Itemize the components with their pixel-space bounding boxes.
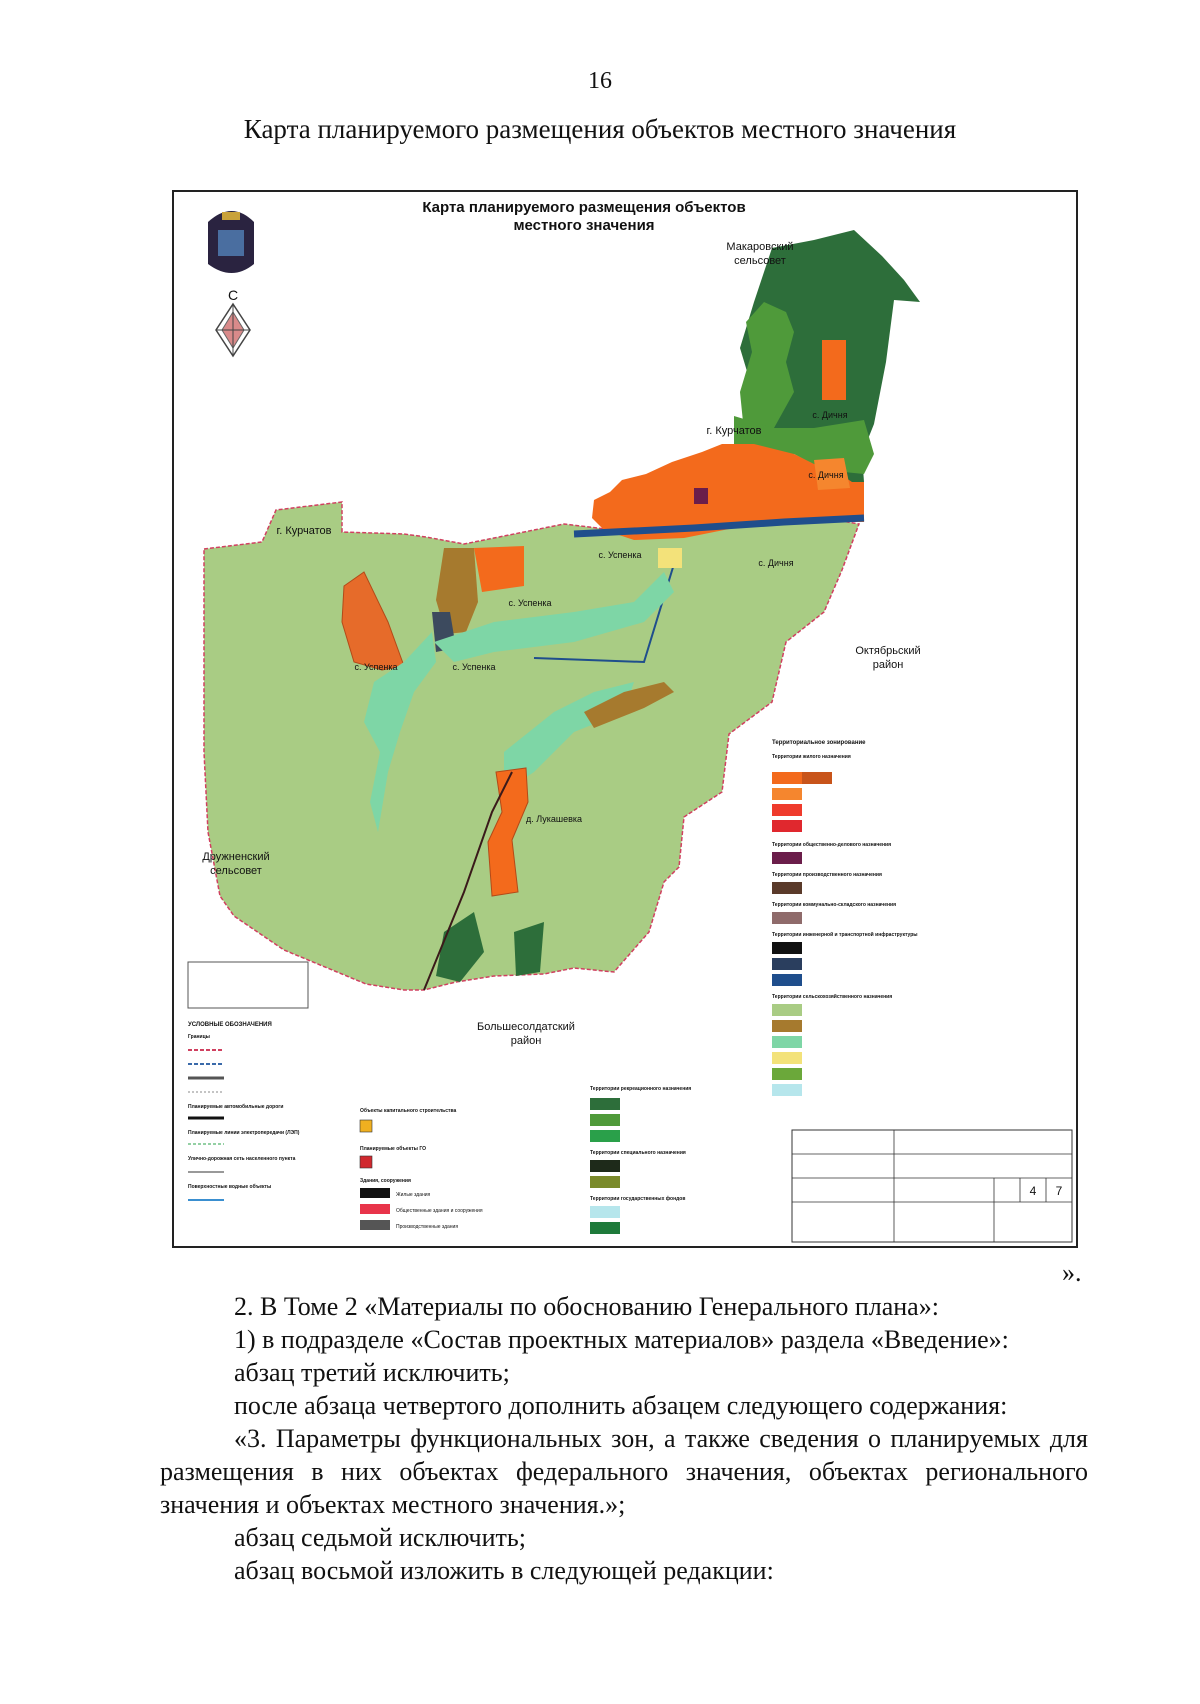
- label-uspenka-3: с. Успенка: [354, 662, 398, 672]
- label-uspenka-1: с. Успенка: [598, 550, 642, 560]
- legend-street-heading: Улично-дорожная сеть населенного пункта: [188, 1156, 296, 1162]
- label-dichnya-1: с. Дичня: [812, 410, 848, 420]
- label-bolshesoldatsky-1: Большесолдатский: [477, 1021, 575, 1033]
- label-druzhnensky-1: Дружненский: [202, 851, 270, 863]
- legend-industrial-buildings: Производственные здания: [396, 1224, 459, 1230]
- legend-engineering-heading: Территории инженерной и транспортной инфраструктуры: [772, 932, 918, 938]
- legend-special: [590, 1086, 691, 1234]
- body-paragraph: абзац третий исключить;: [234, 1358, 510, 1387]
- map-figure: [172, 190, 1078, 1248]
- legend-communal-heading: Территории коммунально-складского назначения: [772, 902, 896, 908]
- body-paragraph: 1) в подразделе «Состав проектных материалов» раздела «Введение»:: [234, 1325, 1009, 1354]
- legend-industrial-heading: Территории производственного назначения: [772, 872, 882, 878]
- label-druzhnensky-2: сельсовет: [210, 865, 262, 877]
- public-zone-marker: [694, 488, 708, 504]
- label-dichnya-3: с. Дичня: [758, 558, 794, 568]
- label-bolshesoldatsky-2: район: [510, 1035, 542, 1047]
- label-kurchatov-top: г. Курчатов: [706, 425, 762, 437]
- body-paragraph: «3. Параметры функциональных зон, а также сведения о планируемых для размещения в них объектах федерального значения, объектах регионального значения и объектах местного значения.»;: [160, 1424, 1088, 1519]
- map-title-line2: местного значения: [513, 217, 655, 234]
- label-kurchatov-left: г. Курчатов: [276, 525, 332, 537]
- map-canvas: [174, 192, 1076, 1246]
- body-paragraph: абзац восьмой изложить в следующей редакции:: [234, 1556, 774, 1585]
- legend-special-heading: Территории специального назначения: [590, 1150, 686, 1156]
- map-title-line1: Карта планируемого размещения объектов: [422, 199, 746, 216]
- body-paragraph: после абзаца четвертого дополнить абзацем следующего содержания:: [234, 1391, 1008, 1420]
- label-lukashevka: д. Лукашевка: [525, 814, 583, 824]
- closing-quote: ».: [1062, 1258, 1082, 1287]
- title-block-stamp: [792, 1130, 1072, 1242]
- coat-of-arms-icon: [208, 211, 254, 273]
- document-body: [160, 1290, 1088, 1587]
- page-number: 16: [588, 68, 612, 94]
- legend-objects: [360, 1107, 483, 1230]
- stamp-sheets: 7: [1055, 1184, 1063, 1198]
- label-uspenka-4: с. Успенка: [452, 662, 496, 672]
- body-paragraph: абзац седьмой исключить;: [234, 1523, 526, 1552]
- label-uspenka-2: с. Успенка: [508, 598, 552, 608]
- label-makarovsky-1: Макаровский: [726, 241, 794, 253]
- compass-icon: [216, 287, 250, 356]
- stamp-sheet: 4: [1029, 1184, 1037, 1198]
- legend-water-heading: Поверхностные водные объекты: [188, 1184, 272, 1190]
- legend-recreation-heading: Территории рекреационного назначения: [590, 1086, 692, 1092]
- legend-heading: Территориальное зонирование: [772, 740, 866, 746]
- legend-boundaries-heading: Границы: [188, 1034, 210, 1040]
- legend-roads-heading: Планируемые автомобильные дороги: [188, 1104, 284, 1110]
- legend-go-heading: Планируемые объекты ГО: [360, 1146, 426, 1152]
- legend-residential-buildings: Жилые здания: [396, 1192, 431, 1198]
- legend-public-buildings: Общественные здания и сооружения: [396, 1208, 483, 1214]
- compass-letter: С: [227, 287, 239, 303]
- label-oktyabrsky-1: Октябрьский: [855, 645, 921, 657]
- page-title: Карта планируемого размещения объектов местного значения: [243, 114, 957, 144]
- legend-capital-heading: Объекты капитального строительства: [360, 1108, 457, 1114]
- legend-agricultural-heading: Территории сельскохозяйственного назначения: [772, 994, 893, 1000]
- legend-buildings-heading: Здания, сооружения: [360, 1178, 411, 1184]
- residential-zone-uspenka-2: [474, 546, 524, 592]
- legend-conventions: [188, 962, 308, 1200]
- legend-conventions-heading: УСЛОВНЫЕ ОБОЗНАЧЕНИЯ: [188, 1022, 272, 1028]
- legend-residential-heading: Территории жилого назначения: [772, 754, 851, 760]
- legend-public-heading: Территории общественно-делового назначения: [772, 842, 892, 848]
- label-dichnya-2: с. Дичня: [808, 470, 844, 480]
- agri-enterprise-zone: [658, 548, 682, 568]
- body-paragraph: 2. В Томе 2 «Материалы по обоснованию Генерального плана»:: [234, 1292, 939, 1321]
- legend-state-fund-heading: Территории государственных фондов: [590, 1196, 686, 1202]
- residential-zone-dichnya-north: [822, 340, 846, 400]
- label-makarovsky-2: сельсовет: [734, 255, 786, 267]
- label-oktyabrsky-2: район: [872, 659, 904, 671]
- legend-power-heading: Планируемые линии электропередачи (ЛЭП): [188, 1130, 300, 1136]
- legend-zoning: [772, 740, 918, 1096]
